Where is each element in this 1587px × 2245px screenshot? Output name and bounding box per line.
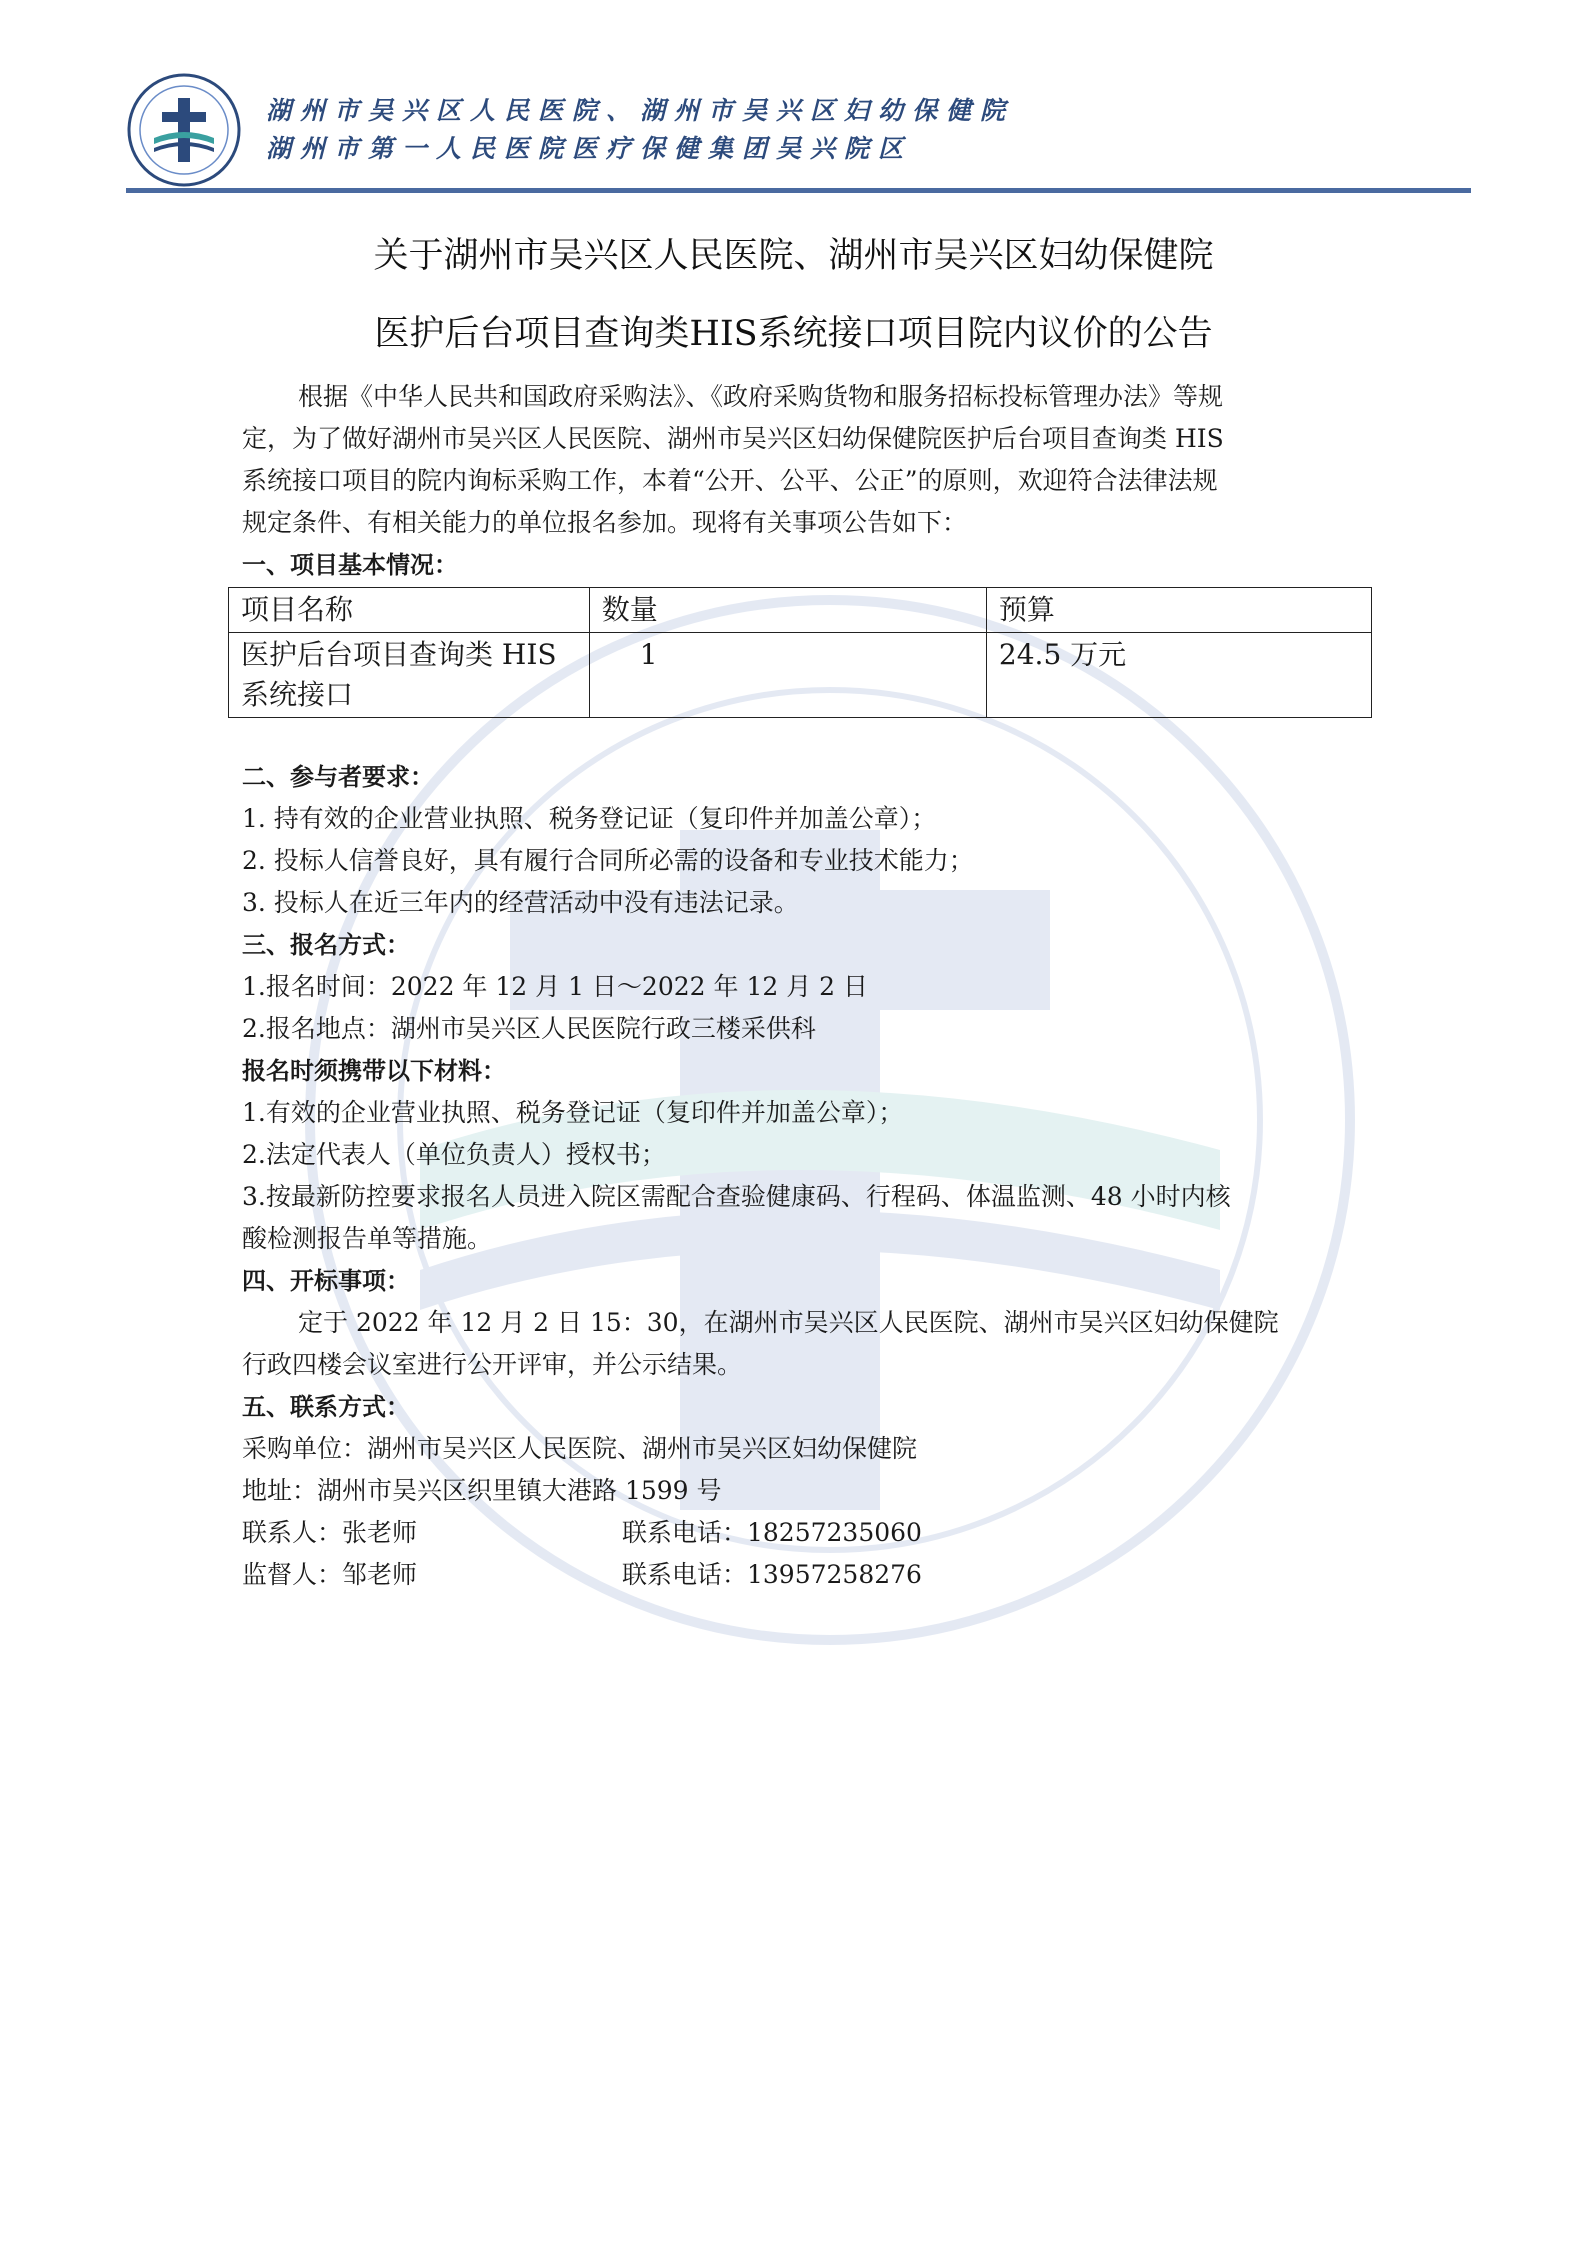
contact-person: 联系人：张老师 [242,1518,418,1547]
project-table [228,587,1372,718]
section-4-heading: 四、开标事项： [242,1267,410,1295]
section-5-heading: 五、联系方式： [242,1393,410,1421]
supervisor-person: 监督人：邹老师 [242,1560,418,1589]
section-2-heading: 二、参与者要求： [242,763,434,791]
supervisor-row [242,1554,1354,1596]
header-divider [126,188,1471,193]
notice-sections [242,756,1354,1596]
letterhead-line-2: 湖州市第一人民医院医疗保健集团吴兴院区 [266,134,913,163]
table-header-cell: 预算 [986,588,1371,633]
contact-phone: 联系电话：18257235060 [622,1518,922,1547]
project-name-cell [229,633,590,718]
material-item: 3.按最新防控要求报名人员进入院区需配合查验健康码、行程码、体温监测、48 小时内核 [242,1182,1231,1211]
hospital-logo-icon [126,72,242,188]
registration-place: 2.报名地点：湖州市吴兴区人民医院行政三楼采供科 [242,1014,816,1043]
table-header-cell: 项目名称 [229,588,590,633]
contact-row [242,1512,1354,1554]
opening-line-1: 定于 2022 年 12 月 2 日 15：30，在湖州市吴兴区人民医院、湖州市吴兴区妇幼保健院 [298,1308,1279,1337]
notice-title-line-2: 医护后台项目查询类HIS系统接口项目院内议价的公告 [374,314,1213,354]
materials-heading: 报名时须携带以下材料： [242,1057,506,1085]
address: 地址：湖州市吴兴区织里镇大港路 1599 号 [242,1476,722,1505]
material-item: 2.法定代表人（单位负责人）授权书； [242,1140,666,1169]
registration-time: 1.报名时间：2022 年 12 月 1 日～2022 年 12 月 2 日 [242,972,869,1001]
letterhead-text [266,92,1014,168]
requirement-item: 1. 持有效的企业营业执照、税务登记证（复印件并加盖公章）； [242,804,937,833]
letterhead [126,72,1471,192]
notice-title-line-1: 关于湖州市吴兴区人民医院、湖州市吴兴区妇幼保健院 [373,236,1214,276]
notice-body [242,376,1354,586]
material-item: 酸检测报告单等措施。 [242,1224,493,1253]
table-header-cell: 数量 [589,588,986,633]
table-header-row [229,588,1372,633]
purchasing-unit: 采购单位：湖州市吴兴区人民医院、湖州市吴兴区妇幼保健院 [242,1434,918,1463]
requirement-item: 3. 投标人在近三年内的经营活动中没有违法记录。 [242,888,799,917]
requirement-item: 2. 投标人信誉良好，具有履行合同所必需的设备和专业技术能力； [242,846,974,875]
quantity-cell: 1 [589,633,986,718]
project-name-line-1: 医护后台项目查询类 HIS [241,638,557,671]
supervisor-phone: 联系电话：13957258276 [622,1560,922,1589]
material-item: 1.有效的企业营业执照、税务登记证（复印件并加盖公章）； [242,1098,904,1127]
intro-line-4: 规定条件、有相关能力的单位报名参加。现将有关事项公告如下： [242,508,968,537]
opening-line-2: 行政四楼会议室进行公开评审，并公示结果。 [242,1350,743,1379]
intro-line-1: 根据《中华人民共和国政府采购法》、《政府采购货物和服务招标投标管理办法》等规 [298,382,1224,411]
table-row [229,633,1372,718]
project-name-line-2: 系统接口 [241,678,354,711]
letterhead-line-1: 湖州市吴兴区人民医院、湖州市吴兴区妇幼保健院 [266,96,1015,125]
section-1-heading: 一、项目基本情况： [242,551,458,579]
budget-cell: 24.5 万元 [986,633,1371,718]
intro-line-3: 系统接口项目的院内询标采购工作，本着“公开、公平、公正”的原则，欢迎符合法律法规 [242,466,1218,495]
section-3-heading: 三、报名方式： [242,931,410,959]
intro-line-2: 定，为了做好湖州市吴兴区人民医院、湖州市吴兴区妇幼保健院医护后台项目查询类 HIS [242,424,1224,453]
